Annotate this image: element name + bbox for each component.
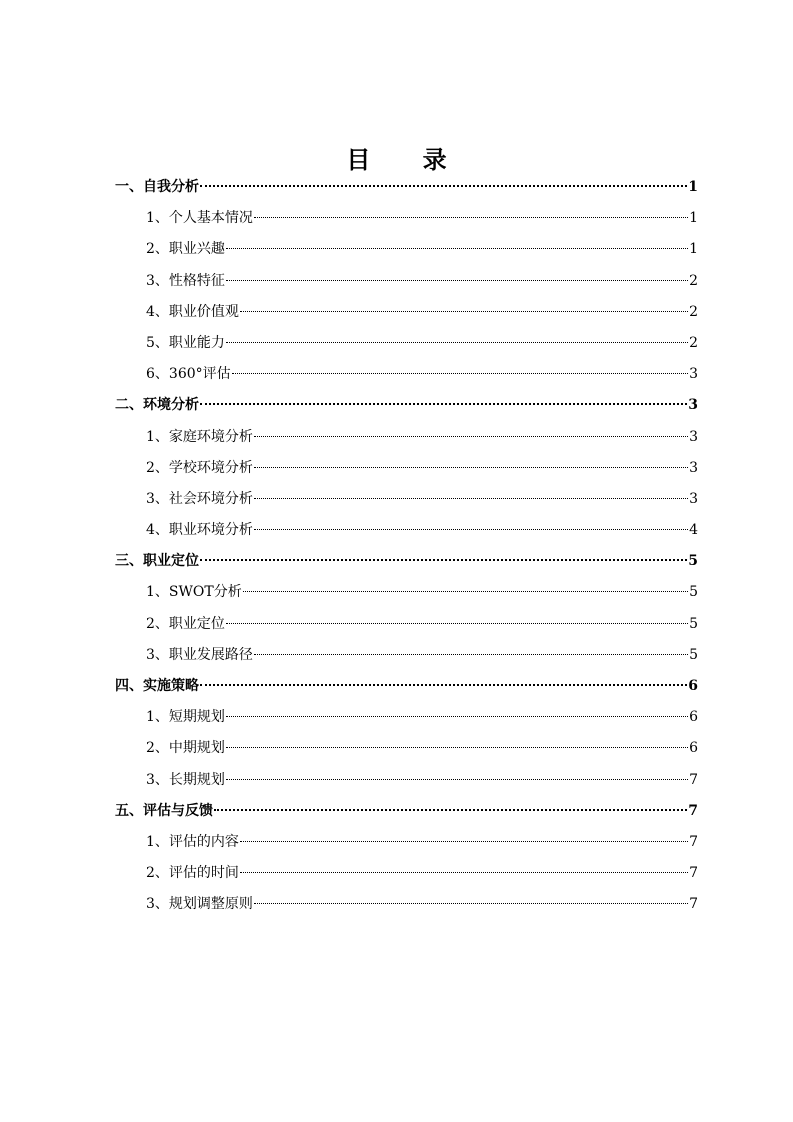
toc-page-number: 7 <box>689 771 698 788</box>
toc-subsection-entry[interactable] <box>115 266 698 297</box>
toc-dot-leader <box>254 529 688 530</box>
toc-subsection-entry[interactable] <box>115 453 698 484</box>
toc-entry-label: 3、社会环境分析 <box>146 490 253 507</box>
toc-entry-label: 3、性格特征 <box>146 272 225 289</box>
toc-dot-leader <box>226 342 688 343</box>
toc-subsection-entry[interactable] <box>115 297 698 328</box>
toc-dot-leader <box>240 841 688 842</box>
toc-section-entry[interactable] <box>115 390 698 421</box>
toc-page-number: 3 <box>689 428 698 445</box>
toc-dot-leader <box>226 248 688 249</box>
toc-entry-label: 二、环境分析 <box>115 397 199 414</box>
toc-entry-label: 5、职业能力 <box>146 334 225 351</box>
toc-dot-leader <box>200 684 687 686</box>
toc-page-number: 2 <box>689 334 698 351</box>
toc-subsection-entry[interactable] <box>115 733 698 764</box>
toc-entry-label: 4、职业环境分析 <box>146 522 253 539</box>
toc-entry-label: 四、实施策略 <box>115 678 199 694</box>
toc-page-number: 3 <box>689 459 698 476</box>
toc-page-number: 3 <box>688 397 698 414</box>
toc-page-number: 6 <box>688 678 698 694</box>
toc-section-entry[interactable] <box>115 172 698 203</box>
toc-dot-leader <box>254 217 688 218</box>
toc-entry-label: 2、中期规划 <box>146 740 225 757</box>
toc-page-number: 1 <box>689 241 698 258</box>
toc-subsection-entry[interactable] <box>115 203 698 234</box>
toc-entry-label: 6、360°评估 <box>146 366 231 383</box>
toc-page-number: 5 <box>689 646 698 663</box>
toc-dot-leader <box>243 591 688 592</box>
toc-subsection-entry[interactable] <box>115 889 698 920</box>
toc-subsection-entry[interactable] <box>115 234 698 265</box>
toc-entry-label: 2、职业兴趣 <box>146 241 225 258</box>
toc-dot-leader <box>240 311 688 312</box>
toc-page-number: 5 <box>689 615 698 632</box>
toc-page-number: 7 <box>689 833 698 850</box>
toc-page-number: 2 <box>689 303 698 320</box>
toc-subsection-entry[interactable] <box>115 765 698 796</box>
page-title: 目 录 <box>346 145 469 174</box>
toc-entry-label: 4、职业价值观 <box>146 303 239 320</box>
toc-dot-leader <box>254 498 688 499</box>
toc-subsection-entry[interactable] <box>115 577 698 608</box>
toc-subsection-entry[interactable] <box>115 640 698 671</box>
toc-subsection-entry[interactable] <box>115 858 698 889</box>
toc-dot-leader <box>214 809 687 811</box>
toc-subsection-entry[interactable] <box>115 422 698 453</box>
toc-entry-label: 一、自我分析 <box>115 179 199 195</box>
toc-dot-leader <box>254 436 688 437</box>
toc-section-entry[interactable] <box>115 796 698 827</box>
toc-page-number: 2 <box>689 272 698 289</box>
toc-dot-leader <box>232 373 688 374</box>
toc-entry-label: 1、评估的内容 <box>146 833 239 850</box>
toc-page-number: 7 <box>688 802 698 819</box>
toc-page-number: 3 <box>689 366 698 383</box>
toc-page-number: 5 <box>689 584 698 601</box>
toc-subsection-entry[interactable] <box>115 515 698 546</box>
toc-subsection-entry[interactable] <box>115 328 698 359</box>
toc-dot-leader <box>200 559 687 561</box>
toc-dot-leader <box>200 403 687 405</box>
toc-page-number: 6 <box>689 709 698 726</box>
toc-entry-label: 1、家庭环境分析 <box>146 428 253 445</box>
toc-entry-label: 五、评估与反馈 <box>115 802 213 819</box>
toc-entry-label: 3、规划调整原则 <box>146 896 253 913</box>
toc-entry-label: 3、职业发展路径 <box>146 646 253 663</box>
toc-subsection-entry[interactable] <box>115 827 698 858</box>
toc-entry-label: 1、个人基本情况 <box>146 210 253 227</box>
toc-dot-leader <box>240 872 688 873</box>
toc-dot-leader <box>226 779 688 780</box>
toc-entry-label: 1、短期规划 <box>146 709 225 726</box>
toc-page-number: 6 <box>689 740 698 757</box>
toc-dot-leader <box>254 654 688 655</box>
toc-page-number: 4 <box>689 522 698 539</box>
toc-page-number: 7 <box>689 865 698 882</box>
toc-subsection-entry[interactable] <box>115 702 698 733</box>
toc-dot-leader <box>254 467 688 468</box>
toc-subsection-entry[interactable] <box>115 359 698 390</box>
toc-dot-leader <box>226 623 688 624</box>
toc-entry-label: 2、评估的时间 <box>146 865 239 882</box>
toc-dot-leader <box>226 747 688 748</box>
toc-dot-leader <box>200 185 687 187</box>
table-of-contents <box>115 172 698 921</box>
toc-dot-leader <box>226 280 688 281</box>
toc-section-entry[interactable] <box>115 671 698 702</box>
toc-entry-label: 三、职业定位 <box>115 553 199 570</box>
toc-subsection-entry[interactable] <box>115 609 698 640</box>
toc-page-number: 1 <box>689 210 698 227</box>
toc-page-number: 3 <box>689 490 698 507</box>
toc-dot-leader <box>226 716 688 717</box>
toc-dot-leader <box>254 903 688 904</box>
toc-entry-label: 1、SWOT分析 <box>146 584 242 601</box>
toc-page-number: 1 <box>688 179 698 195</box>
toc-section-entry[interactable] <box>115 546 698 577</box>
toc-entry-label: 3、长期规划 <box>146 771 225 788</box>
toc-page-number: 5 <box>688 553 698 570</box>
toc-page-number: 7 <box>689 896 698 913</box>
toc-entry-label: 2、职业定位 <box>146 615 225 632</box>
toc-entry-label: 2、学校环境分析 <box>146 459 253 476</box>
toc-subsection-entry[interactable] <box>115 484 698 515</box>
